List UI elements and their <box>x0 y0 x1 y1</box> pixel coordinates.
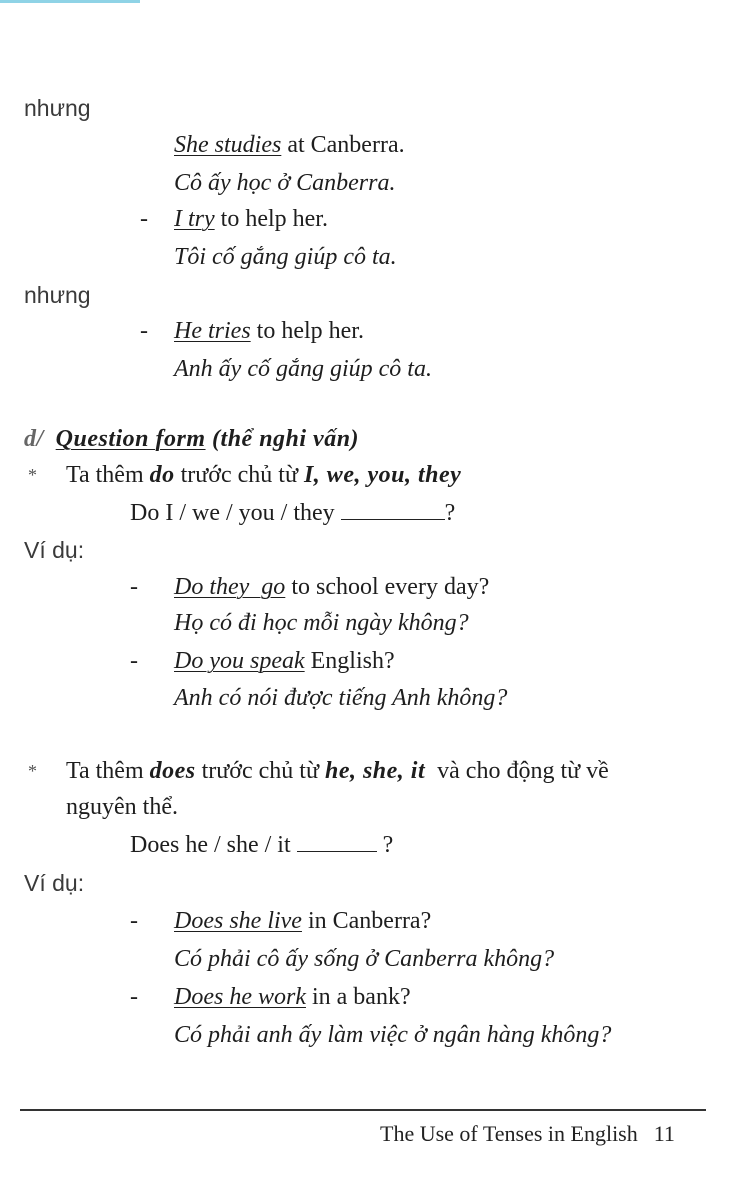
example-sentence: Does she live in Canberra? <box>174 908 432 934</box>
blank-line <box>297 831 377 852</box>
footer-rule <box>20 1109 706 1111</box>
example-translation: Có phải cô ấy sống ở Canberra không? <box>174 946 555 972</box>
verb-phrase: Do you speak <box>174 648 305 674</box>
example-sentence <box>174 204 328 234</box>
contrast-label: nhưng <box>24 282 91 308</box>
question-pattern: Do I / we / you / they ? <box>130 500 456 526</box>
example-translation: Cô ấy học ở Canberra. <box>174 170 396 196</box>
keyword-do: do <box>149 462 175 488</box>
sentence-rest: to help her. <box>214 206 328 232</box>
contrast-label: nhưng <box>24 95 91 121</box>
bullet-dash: - <box>130 574 138 600</box>
sentence-rest: to help her. <box>250 318 364 344</box>
example-label: Ví dụ: <box>24 870 85 896</box>
section-heading <box>24 424 359 454</box>
bullet-dash: - <box>140 206 148 232</box>
asterisk-bullet: * <box>28 465 37 485</box>
bullet-dash: - <box>130 908 138 934</box>
rule-text-continued: nguyên thể. <box>66 794 178 820</box>
example-sentence: Do they go to school every day? <box>174 574 490 600</box>
subject-list: he, she, it <box>324 758 426 784</box>
bullet-dash: - <box>130 984 138 1010</box>
page-number: 11 <box>653 1121 675 1146</box>
example-translation: Anh ấy cố gắng giúp cô ta. <box>174 356 432 382</box>
verb-phrase: He tries <box>174 318 251 344</box>
page-footer <box>380 1120 675 1148</box>
example-translation: Anh có nói được tiếng Anh không? <box>174 685 508 711</box>
section-subtitle: (thể nghi vấn) <box>205 426 360 452</box>
example-translation: Tôi cố gắng giúp cô ta. <box>174 244 397 270</box>
verb-phrase: Do they go <box>174 574 286 600</box>
bullet-dash: - <box>130 648 138 674</box>
asterisk-bullet: * <box>28 761 37 781</box>
book-title: The Use of Tenses in English <box>380 1121 638 1146</box>
rule-text: Ta thêm do trước chủ từ I, we, you, they <box>66 462 462 488</box>
bullet-dash: - <box>140 318 148 344</box>
example-translation: Có phải anh ấy làm việc ở ngân hàng không? <box>174 1022 612 1048</box>
example-sentence: Do you speak English? <box>174 648 395 674</box>
section-marker: d/ <box>24 426 44 452</box>
rule-text: Ta thêm does trước chủ từ he, she, it và cho động từ về <box>66 758 609 784</box>
example-sentence <box>174 130 405 160</box>
subject-list: I, we, you, they <box>303 462 462 488</box>
example-sentence: Does he work in a bank? <box>174 984 411 1010</box>
verb-phrase: I try <box>174 206 215 232</box>
verb-phrase: She studies <box>174 132 282 158</box>
example-label: Ví dụ: <box>24 537 85 563</box>
sentence-rest: at Canberra. <box>281 132 405 158</box>
keyword-does: does <box>149 758 196 784</box>
verb-phrase: Does he work <box>174 984 306 1010</box>
question-pattern: Does he / she / it ? <box>130 832 394 858</box>
example-sentence <box>174 316 364 346</box>
blank-line <box>341 499 445 520</box>
top-accent-line <box>0 0 140 3</box>
example-translation: Họ có đi học mỗi ngày không? <box>174 610 469 636</box>
verb-phrase: Does she live <box>174 908 302 934</box>
section-title: Question form <box>55 426 206 452</box>
